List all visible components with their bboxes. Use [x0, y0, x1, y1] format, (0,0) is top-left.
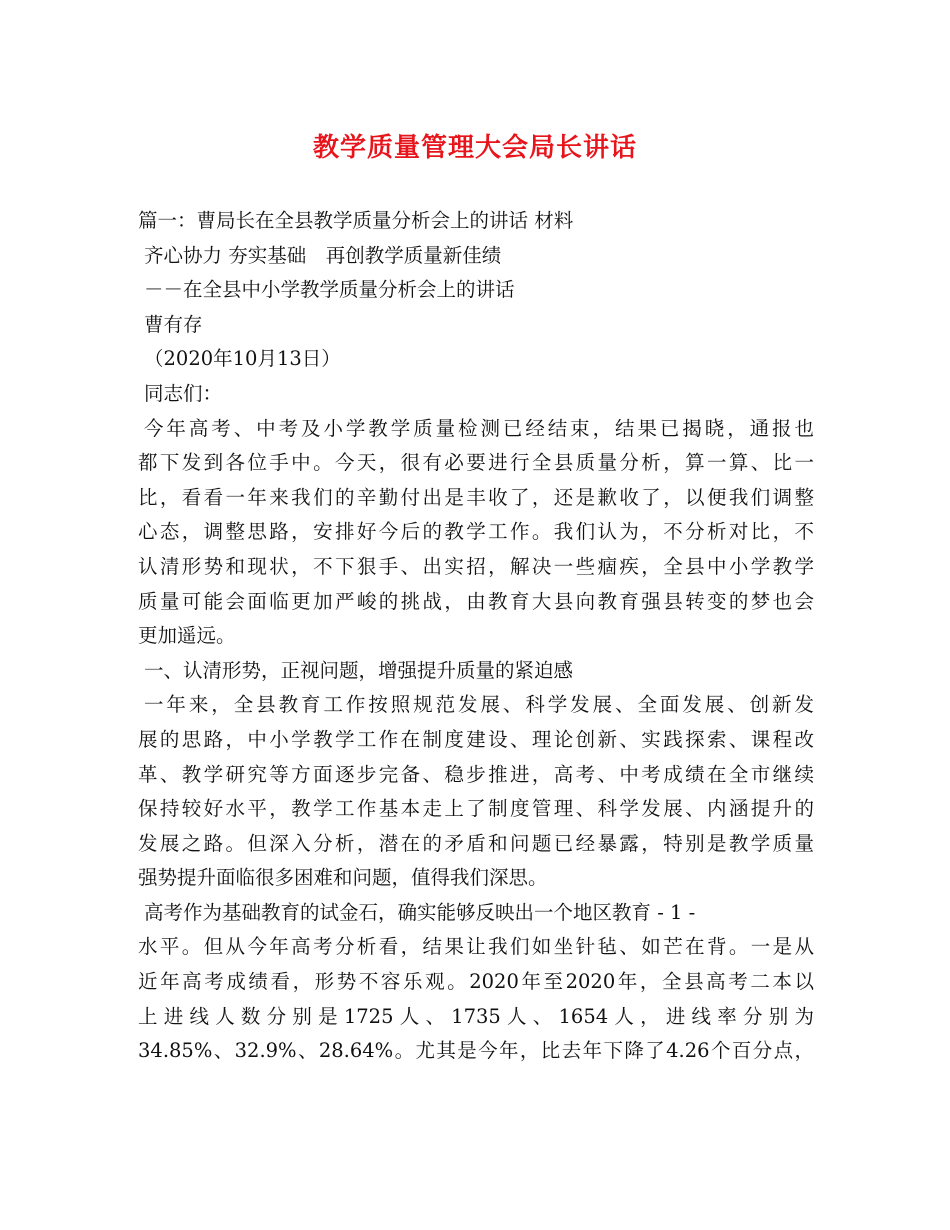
- paragraph-line: 水平。但从今年高考分析看，结果让我们如坐针毡、如芒在背。一是从: [138, 935, 814, 959]
- speaker-name: 曹有存: [144, 312, 203, 336]
- speech-subtitle: －－在全县中小学教学质量分析会上的讲话: [144, 278, 515, 302]
- paragraph-line: 强势提升面临很多困难和问题，值得我们深思。: [138, 866, 548, 890]
- paragraph-line: 认清形势和现状，不下狠手、出实招，解决一些痼疾，全县中小学教学: [138, 554, 814, 578]
- paragraph-line: 发展之路。但深入分析，潜在的矛盾和问题已经暴露，特别是教学质量: [138, 831, 814, 855]
- salutation: 同志们：: [144, 381, 223, 405]
- paragraph-line: 保持较好水平，教学工作基本走上了制度管理、科学发展、内涵提升的: [138, 797, 814, 821]
- speech-title: 齐心协力 夯实基础 再创教学质量新佳绩: [144, 243, 502, 267]
- speech-date: （2020年10月13日）: [144, 347, 341, 371]
- paragraph-line: 近年高考成绩看，形势不容乐观。2020年至2020年，全县高考二本以: [138, 970, 814, 994]
- paragraph-line: 更加遥远。: [138, 624, 236, 648]
- paragraph-line: 高考作为基础教育的试金石，确实能够反映出一个地区教育 - 1 -: [144, 900, 696, 924]
- document-body: [138, 204, 814, 1069]
- paragraph-line: 上进线人数分别是1725人、1735人、1654人，进线率分别为: [138, 1004, 814, 1028]
- document-title: 教学质量管理大会局长讲话: [312, 133, 637, 163]
- paragraph-line: 质量可能会面临更加严峻的挑战，由教育大县向教育强县转变的梦也会: [138, 589, 814, 613]
- section-heading: 篇一：曹局长在全县教学质量分析会上的讲话 材料: [138, 209, 574, 232]
- paragraph-line: 革、教学研究等方面逐步完备、稳步推进，高考、中考成绩在全市继续: [138, 762, 814, 786]
- section-heading: 一、认清形势，正视问题，增强提升质量的紧迫感: [144, 658, 574, 682]
- paragraph-line: 34.85%、32.9%、28.64%。尤其是今年，比去年下降了4.26个百分点，: [138, 1039, 814, 1063]
- paragraph-line: 心态，调整思路，安排好今后的教学工作。我们认为，不分析对比，不: [138, 520, 814, 544]
- paragraph-line: 比，看看一年来我们的辛勤付出是丰收了，还是歉收了，以便我们调整: [138, 485, 814, 509]
- paragraph-line: 今年高考、中考及小学教学质量检测已经结束，结果已揭晓，通报也: [144, 416, 814, 440]
- paragraph-line: 一年来，全县教育工作按照规范发展、科学发展、全面发展、创新发: [144, 693, 814, 717]
- paragraph-line: 展的思路，中小学教学工作在制度建设、理论创新、实践探索、课程改: [138, 727, 814, 751]
- paragraph-line: 都下发到各位手中。今天，很有必要进行全县质量分析，算一算、比一: [138, 451, 814, 475]
